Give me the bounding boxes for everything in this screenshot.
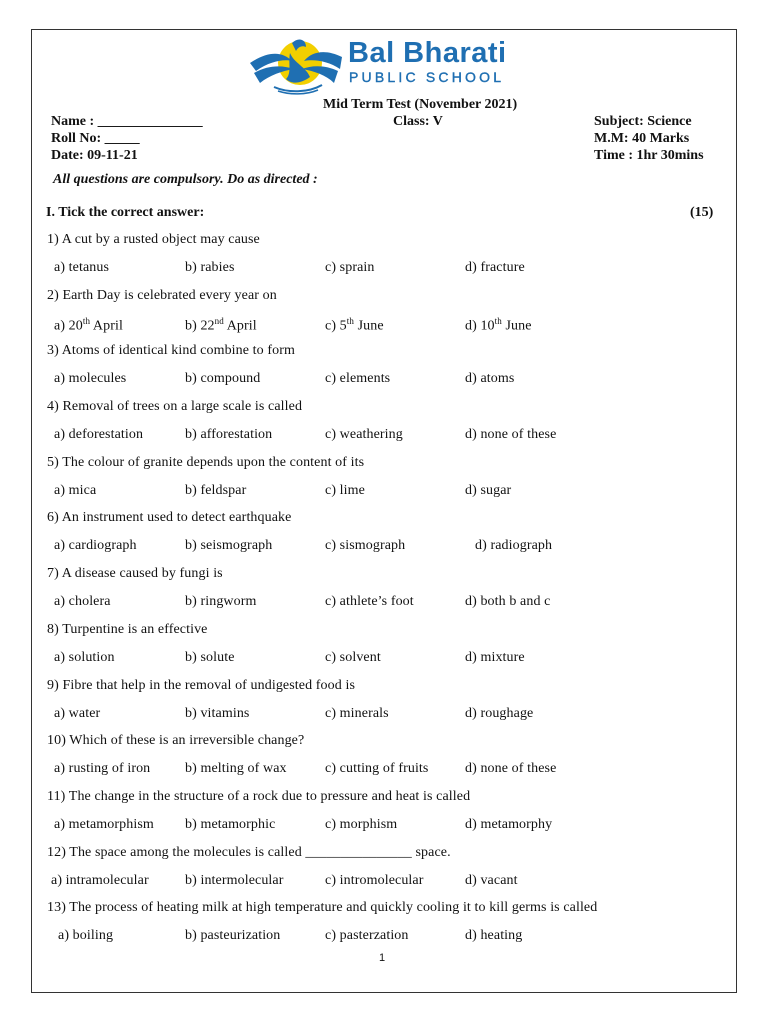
question-text: 6) An instrument used to detect earthquake xyxy=(47,510,292,526)
question-text: 13) The process of heating milk at high temperature and quickly cooling it to kill germs is called xyxy=(47,900,598,916)
question-text: 2) Earth Day is celebrated every year on xyxy=(47,287,277,303)
section-marks: (15) xyxy=(690,205,714,220)
school-logo xyxy=(248,33,528,97)
option-c: c) lime xyxy=(325,482,365,498)
option-b: b) vitamins xyxy=(185,705,250,721)
option-a: a) mica xyxy=(54,482,97,498)
question-item xyxy=(47,343,727,399)
option-c: c) pasterzation xyxy=(325,928,409,944)
option-c: c) sismograph xyxy=(325,538,406,554)
question-text: 12) The space among the molecules is called _______________ space. xyxy=(47,844,451,860)
test-title: Mid Term Test (November 2021) xyxy=(323,97,518,112)
option-b: b) solute xyxy=(185,649,235,665)
question-text: 10) Which of these is an irreversible change? xyxy=(47,733,305,749)
option-c: c) intromolecular xyxy=(325,872,424,888)
option-d: d) none of these xyxy=(465,761,557,777)
option-b: b) intermolecular xyxy=(185,872,284,888)
marks-label: M.M: 40 Marks xyxy=(594,131,690,146)
option-a: a) intramolecular xyxy=(51,872,149,888)
school-name: Bal Bharati xyxy=(348,37,507,69)
option-a: a) cholera xyxy=(54,594,111,610)
question-list xyxy=(47,232,727,956)
option-d: d) fracture xyxy=(465,260,525,275)
option-c: c) elements xyxy=(325,371,391,387)
question-text: 5) The colour of granite depends upon the content of its xyxy=(47,454,365,470)
option-b: b) pasteurization xyxy=(185,928,281,944)
option-a: a) boiling xyxy=(58,928,114,944)
option-a: a) tetanus xyxy=(54,260,110,275)
option-b: b) rabies xyxy=(185,260,235,275)
superscript: nd xyxy=(214,315,224,326)
option-a: a) cardiograph xyxy=(54,538,137,554)
question-text: 3) Atoms of identical kind combine to form xyxy=(47,343,295,359)
superscript: th xyxy=(346,315,354,326)
option-c: c) cutting of fruits xyxy=(325,761,429,777)
option-a: a) metamorphism xyxy=(54,816,154,832)
question-item xyxy=(47,232,727,288)
option-d: d) atoms xyxy=(465,371,515,387)
question-text: 11) The change in the structure of a rock due to pressure and heat is called xyxy=(47,788,471,804)
subject-label: Subject: Science xyxy=(594,114,692,129)
option-b: b) ringworm xyxy=(185,594,257,610)
option-d: d) mixture xyxy=(465,649,525,665)
option-b: b) melting of wax xyxy=(185,761,287,777)
option-b: b) metamorphic xyxy=(185,816,276,832)
option-d: d) heating xyxy=(465,928,523,944)
option-a: a) 20th April xyxy=(54,315,123,334)
question-item xyxy=(47,622,727,678)
option-c: c) athlete’s foot xyxy=(325,594,414,610)
question-item xyxy=(47,733,727,789)
question-item xyxy=(47,288,727,344)
option-a: a) solution xyxy=(54,649,115,665)
question-text: 1) A cut by a rusted object may cause xyxy=(47,232,260,247)
option-d: d) metamorphy xyxy=(465,816,553,832)
option-c: c) 5th June xyxy=(325,315,384,334)
option-c: c) sprain xyxy=(325,260,375,275)
option-d: d) both b and c xyxy=(465,594,551,610)
option-d: d) roughage xyxy=(465,705,534,721)
instructions: All questions are compulsory. Do as directed : xyxy=(53,172,318,187)
roll-field: Roll No: _____ xyxy=(51,131,140,146)
question-item xyxy=(47,845,727,901)
name-field: Name : _______________ xyxy=(51,114,203,129)
school-subtitle: PUBLIC SCHOOL xyxy=(349,69,505,85)
option-b: b) 22nd April xyxy=(185,315,257,334)
option-c: c) minerals xyxy=(325,705,389,721)
option-d: d) 10th June xyxy=(465,315,532,334)
option-d: d) none of these xyxy=(465,427,557,443)
option-b: b) feldspar xyxy=(185,482,247,498)
superscript: th xyxy=(494,315,502,326)
question-item xyxy=(47,678,727,734)
option-d: d) sugar xyxy=(465,482,512,498)
option-d: d) vacant xyxy=(465,872,518,888)
time-label: Time : 1hr 30mins xyxy=(594,148,704,163)
eagle-emblem-icon xyxy=(248,33,344,97)
option-b: b) compound xyxy=(185,371,261,387)
question-item xyxy=(47,510,727,566)
option-c: c) weathering xyxy=(325,427,403,443)
option-b: b) afforestation xyxy=(185,427,273,443)
option-a: a) water xyxy=(54,705,101,721)
section-title: I. Tick the correct answer: xyxy=(46,205,205,220)
page-number: 1 xyxy=(379,952,386,964)
question-item xyxy=(47,900,727,956)
option-a: a) molecules xyxy=(54,371,127,387)
option-a: a) deforestation xyxy=(54,427,144,443)
question-text: 7) A disease caused by fungi is xyxy=(47,566,223,582)
question-text: 4) Removal of trees on a large scale is called xyxy=(47,399,303,415)
question-item xyxy=(47,566,727,622)
option-c: c) morphism xyxy=(325,816,398,832)
date-field: Date: 09-11-21 xyxy=(51,148,138,163)
option-d: d) radiograph xyxy=(475,538,553,554)
option-b: b) seismograph xyxy=(185,538,273,554)
question-text: 9) Fibre that help in the removal of undigested food is xyxy=(47,677,355,693)
option-a: a) rusting of iron xyxy=(54,761,151,777)
class-label: Class: V xyxy=(393,114,443,129)
superscript: th xyxy=(82,315,91,326)
question-item xyxy=(47,399,727,455)
question-item xyxy=(47,455,727,511)
question-item xyxy=(47,789,727,845)
option-c: c) solvent xyxy=(325,649,381,665)
question-text: 8) Turpentine is an effective xyxy=(47,621,208,637)
